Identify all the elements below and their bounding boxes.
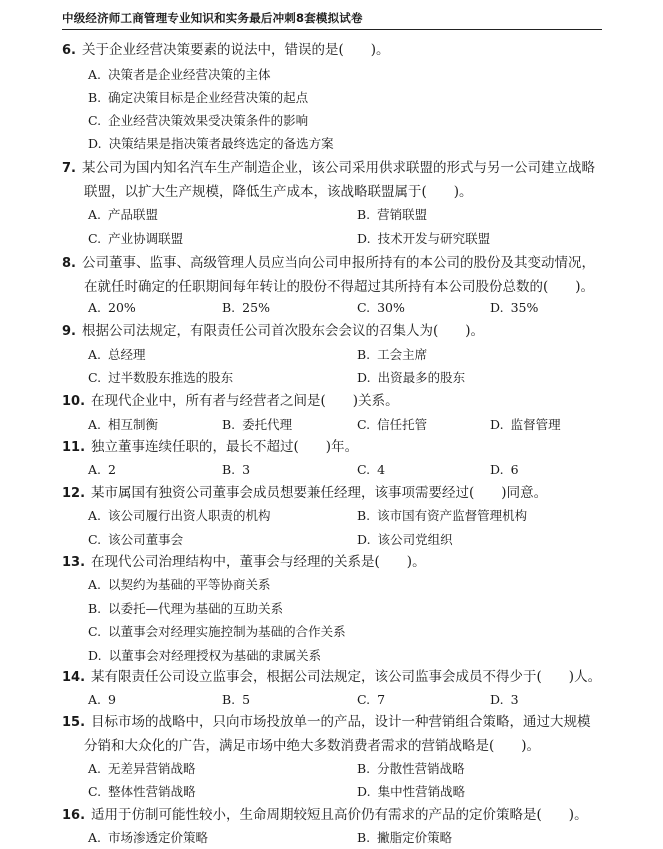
option-text: 决策者是企业经营决策的主体 <box>108 67 271 82</box>
answer-option <box>88 645 321 667</box>
question-number: 11. <box>62 440 86 455</box>
question-text: 某公司为国内知名汽车生产制造企业，该公司采用供求联盟的形式与另一公司建立战略 <box>81 160 595 176</box>
option-letter: B. <box>357 207 371 222</box>
option-text: 信任托管 <box>377 417 428 432</box>
option-text: 整体性营销战略 <box>108 784 196 799</box>
question-stem <box>62 252 602 275</box>
option-text: 20% <box>108 300 136 315</box>
question-stem <box>62 39 602 62</box>
option-letter: C. <box>88 624 102 639</box>
option-text: 营销联盟 <box>377 207 428 222</box>
question-text: 在就任时确定的任职期间每年转让的股份不得超过其所持有本公司股份总数的( )。 <box>84 279 595 295</box>
question-number: 6. <box>62 43 76 58</box>
question-text: 独立董事连续任职的，最长不超过( )年。 <box>91 439 359 455</box>
option-text: 决策结果是指决策者最终选定的备选方案 <box>108 136 334 151</box>
question-text: 公司董事、监事、高级管理人员应当向公司申报所持有的本公司的股份及其变动情况， <box>81 255 595 271</box>
answer-option <box>88 505 271 527</box>
option-text: 过半数股东推选的股东 <box>108 370 234 385</box>
answer-option <box>357 204 427 226</box>
answer-option <box>88 598 283 620</box>
option-text: 3 <box>242 462 251 477</box>
option-text: 该市国有资产监督管理机构 <box>377 508 528 523</box>
question-number: 16. <box>62 808 86 823</box>
option-text: 以董事会对经理授权为基础的隶属关系 <box>108 648 322 663</box>
question-stem <box>62 711 602 734</box>
question-text: 根据公司法规定，有限责任公司首次股东会会议的召集人为( )。 <box>81 323 485 339</box>
option-letter: D. <box>490 300 504 315</box>
answer-option <box>88 64 271 86</box>
option-letter: A. <box>88 830 102 845</box>
option-text: 委托代理 <box>242 417 293 432</box>
option-text: 以董事会对经理实施控制为基础的合作关系 <box>108 624 346 639</box>
answer-option <box>357 529 453 551</box>
option-letter: B. <box>88 601 102 616</box>
answer-option <box>490 414 561 436</box>
option-text: 集中性营销战略 <box>377 784 466 799</box>
option-text: 该公司党组织 <box>377 532 453 547</box>
answer-option <box>88 204 158 226</box>
question-stem <box>62 666 602 689</box>
header-rule <box>62 29 602 30</box>
answer-option <box>88 367 233 389</box>
answer-option <box>357 827 452 849</box>
question-text: 适用于仿制可能性较小，生命周期较短且高价仍有需求的产品的定价策略是( )。 <box>91 807 588 823</box>
answer-option <box>88 414 158 436</box>
option-letter: D. <box>88 136 102 151</box>
option-letter: C. <box>88 231 102 246</box>
answer-option <box>88 827 208 849</box>
option-letter: A. <box>88 417 102 432</box>
answer-option <box>357 781 465 803</box>
option-letter: D. <box>490 692 504 707</box>
answer-option <box>88 297 136 319</box>
option-letter: B. <box>222 417 236 432</box>
option-text: 市场渗透定价策略 <box>108 830 209 845</box>
question-number: 7. <box>62 161 76 176</box>
option-letter: C. <box>88 784 102 799</box>
answer-option <box>222 459 250 481</box>
option-letter: D. <box>357 532 371 547</box>
option-letter: D. <box>357 784 371 799</box>
option-text: 30% <box>377 300 405 315</box>
option-text: 监督管理 <box>510 417 561 432</box>
option-letter: A. <box>88 577 102 592</box>
answer-option <box>88 344 146 366</box>
option-letter: C. <box>88 113 102 128</box>
question-text: 关于企业经营决策要素的说法中，错误的是( )。 <box>81 42 390 58</box>
question-text: 在现代公司治理结构中，董事会与经理的关系是( )。 <box>91 554 426 570</box>
option-text: 以委托—代理为基础的互助关系 <box>108 601 284 616</box>
option-letter: C. <box>88 532 102 547</box>
question-number: 13. <box>62 555 86 570</box>
option-letter: C. <box>357 462 371 477</box>
answer-option <box>88 87 308 109</box>
option-letter: D. <box>490 417 504 432</box>
question-stem-continuation <box>84 735 602 758</box>
answer-option <box>357 505 527 527</box>
option-letter: B. <box>222 462 236 477</box>
option-text: 企业经营决策效果受决策条件的影响 <box>108 113 309 128</box>
option-letter: B. <box>222 692 236 707</box>
question-text: 目标市场的战略中，只向市场投放单一的产品，设计一种营销组合策略，通过大规模 <box>91 714 591 730</box>
option-letter: A. <box>88 67 102 82</box>
option-text: 5 <box>242 692 251 707</box>
option-text: 9 <box>108 692 116 707</box>
question-stem <box>62 157 602 180</box>
question-text: 联盟，以扩大生产规模，降低生产成本，该战略联盟属于( )。 <box>84 184 473 200</box>
answer-option <box>222 689 250 711</box>
question-text: 分销和大众化的广告，满足市场中绝大多数消费者需求的营销战略是( )。 <box>84 738 541 754</box>
answer-option <box>357 297 405 319</box>
option-text: 确定决策目标是企业经营决策的起点 <box>108 90 309 105</box>
answer-option <box>357 344 427 366</box>
answer-option <box>88 133 334 155</box>
answer-option <box>88 110 308 132</box>
option-text: 2 <box>108 462 116 477</box>
answer-option <box>357 414 427 436</box>
question-stem <box>62 436 602 459</box>
answer-option <box>490 689 519 711</box>
answer-option <box>88 621 346 643</box>
question-text: 某市属国有独资公司董事会成员想要兼任经理，该事项需要经过( )同意。 <box>91 485 548 501</box>
option-letter: D. <box>490 462 504 477</box>
answer-option <box>357 459 385 481</box>
question-text: 某有限责任公司设立监事会，根据公司法规定，该公司监事会成员不得少于( )人。 <box>91 669 602 685</box>
option-letter: A. <box>88 761 102 776</box>
option-text: 4 <box>377 462 386 477</box>
option-text: 相互制衡 <box>108 417 159 432</box>
option-letter: A. <box>88 462 102 477</box>
option-letter: B. <box>222 300 236 315</box>
option-letter: B. <box>357 830 371 845</box>
option-text: 35% <box>510 300 539 315</box>
answer-option <box>490 297 538 319</box>
option-letter: C. <box>357 417 371 432</box>
option-letter: A. <box>88 508 102 523</box>
answer-option <box>88 689 116 711</box>
question-stem-continuation <box>84 181 602 204</box>
answer-option <box>357 758 465 780</box>
option-text: 以契约为基础的平等协商关系 <box>108 577 271 592</box>
option-letter: A. <box>88 347 102 362</box>
answer-option <box>88 758 196 780</box>
question-stem <box>62 320 602 343</box>
question-stem <box>62 551 602 574</box>
option-letter: C. <box>357 692 371 707</box>
answer-option <box>357 367 465 389</box>
option-letter: C. <box>88 370 102 385</box>
answer-option <box>222 414 292 436</box>
question-text: 在现代企业中，所有者与经营者之间是( )关系。 <box>91 393 399 409</box>
option-letter: A. <box>88 692 102 707</box>
option-text: 25% <box>242 300 270 315</box>
answer-option <box>88 459 116 481</box>
question-number: 8. <box>62 256 76 271</box>
option-letter: B. <box>357 508 371 523</box>
question-number: 15. <box>62 715 86 730</box>
answer-option <box>88 529 183 551</box>
option-text: 撇脂定价策略 <box>377 830 453 845</box>
option-text: 出资最多的股东 <box>377 370 466 385</box>
option-text: 该公司董事会 <box>108 532 184 547</box>
option-letter: A. <box>88 207 102 222</box>
option-text: 工会主席 <box>377 347 428 362</box>
question-stem-continuation <box>84 276 602 299</box>
option-text: 7 <box>377 692 386 707</box>
option-letter: A. <box>88 300 102 315</box>
option-text: 产品联盟 <box>108 207 159 222</box>
option-letter: D. <box>88 648 102 663</box>
question-stem <box>62 482 602 505</box>
answer-option <box>490 459 519 481</box>
question-number: 10. <box>62 394 86 409</box>
answer-option <box>88 574 271 596</box>
answer-option <box>88 228 183 250</box>
option-letter: C. <box>357 300 371 315</box>
answer-option <box>88 781 196 803</box>
answer-option <box>222 297 270 319</box>
option-letter: B. <box>357 347 371 362</box>
question-stem <box>62 804 602 827</box>
option-text: 总经理 <box>108 347 146 362</box>
answer-option <box>357 689 385 711</box>
option-letter: B. <box>357 761 371 776</box>
option-text: 技术开发与研究联盟 <box>377 231 491 246</box>
option-letter: D. <box>357 370 371 385</box>
option-text: 分散性营销战略 <box>377 761 465 776</box>
option-letter: D. <box>357 231 371 246</box>
answer-option <box>357 228 490 250</box>
option-text: 无差异营销战略 <box>108 761 196 776</box>
option-text: 6 <box>510 462 519 477</box>
page-header: 中级经济师工商管理专业知识和实务最后冲刺8套模拟试卷 <box>62 11 363 25</box>
question-number: 9. <box>62 324 76 339</box>
option-text: 产业协调联盟 <box>108 231 184 246</box>
question-number: 12. <box>62 486 86 501</box>
option-text: 该公司履行出资人职责的机构 <box>108 508 271 523</box>
option-text: 3 <box>510 692 519 707</box>
question-number: 14. <box>62 670 86 685</box>
option-letter: B. <box>88 90 102 105</box>
question-stem <box>62 390 602 413</box>
